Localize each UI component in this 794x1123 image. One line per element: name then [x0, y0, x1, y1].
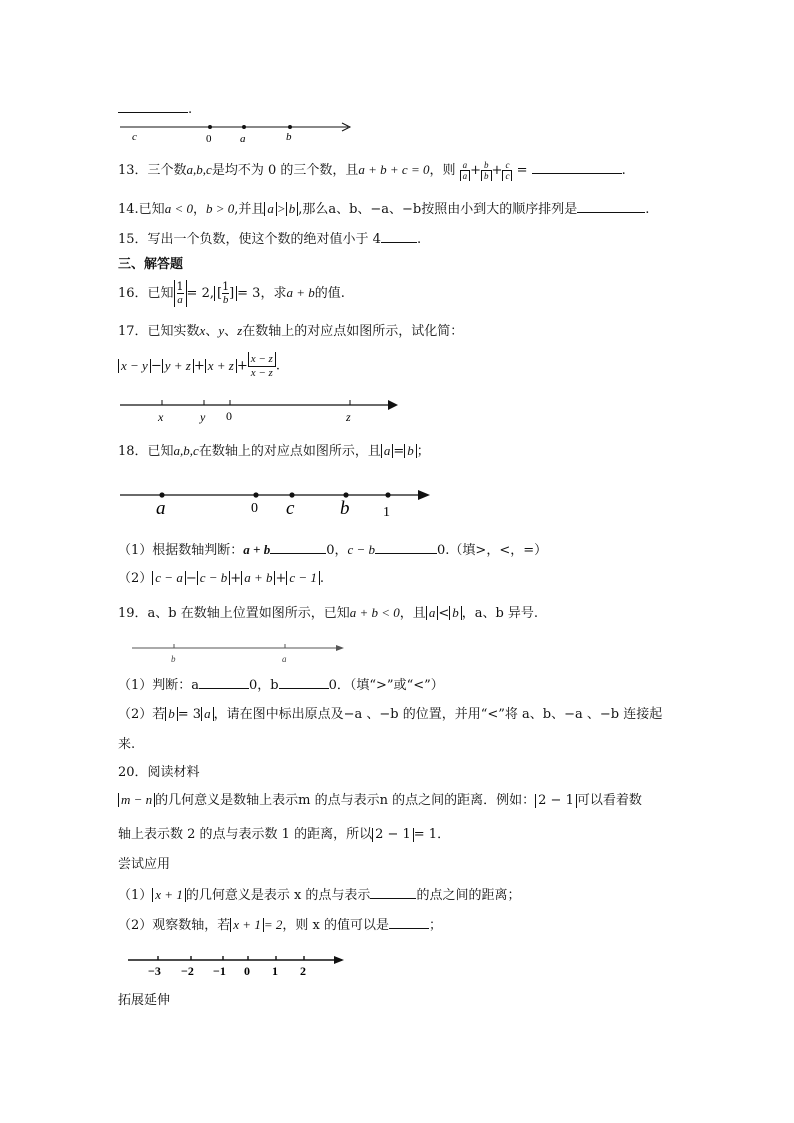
- question-16: 16．已知 $\frac{1}{a}$ = 2, [ $\frac{1}{b}$ ] = 3，求a + b的值.: [118, 280, 345, 306]
- label-0: 0: [206, 133, 212, 145]
- label-a: a: [282, 654, 287, 664]
- number-line-19: [130, 642, 360, 666]
- label-0: 0: [226, 409, 232, 423]
- label-a: a: [240, 133, 246, 145]
- label-c: c: [132, 131, 137, 143]
- label-0: 0: [244, 964, 250, 978]
- question-15: 15．写出一个负数，使这个数的绝对值小于 4 .: [118, 232, 422, 247]
- q19-part1: （1）判断：a 0，b 0．（填“>”或“<”）: [118, 678, 444, 693]
- answer-blank[interactable]: [118, 100, 188, 113]
- answer-blank[interactable]: [199, 676, 249, 689]
- answer-blank[interactable]: [532, 161, 622, 174]
- q20-line1: m − n 的几何意义是数轴上表示m 的点与表示n 的点之间的距离．例如： 2 − 1 可以看着数: [118, 792, 642, 810]
- number-line-17: [118, 396, 408, 426]
- label-1: 1: [272, 964, 278, 978]
- question-13: 13．三个数a,b,c是均不为 0 的三个数，且a + b + c = 0，则 $\frac{a}{a}$ + $\frac{b}{b}$ + $\frac{c}{c}$ = .: [118, 160, 626, 181]
- frac-b: $\frac{b}{b}$: [481, 160, 492, 181]
- label-x: x: [158, 410, 164, 424]
- answer-blank[interactable]: [389, 916, 429, 929]
- label-0: 0: [251, 501, 258, 516]
- label-neg3: −3: [148, 964, 161, 978]
- label-a: a: [156, 498, 166, 519]
- q12-line: [118, 100, 192, 119]
- answer-blank[interactable]: [375, 541, 437, 554]
- number-line-20: [126, 950, 356, 978]
- number-line-18: [118, 484, 438, 520]
- label-b: b: [171, 654, 176, 664]
- q20-extend: 拓展延伸: [118, 993, 171, 1008]
- q18-part1: （1）根据数轴判断：a + b 0，c − b 0.（填>，<，=）: [118, 542, 548, 558]
- question-20-title: 20．阅读材料: [118, 765, 200, 780]
- q17-expression: x − y − y + z + x + z + $\frac{x - z}{x - z}$ .: [118, 352, 280, 380]
- label-y: y: [200, 410, 206, 424]
- question-19: 19．a、b 在数轴上位置如图所示，已知a + b < 0，且 a < b ，a、b 异号.: [118, 605, 539, 621]
- q19-part2: （2）若 b = 3 a ，请在图中标出原点及−a 、−b 的位置，并用“<”将 a、b、−a 、−b 连接起: [118, 706, 663, 722]
- frac-a: $\frac{a}{a}$: [460, 160, 471, 181]
- label-b: b: [340, 498, 350, 519]
- label-neg1: −1: [213, 964, 226, 978]
- question-17: 17．已知实数x、y、z在数轴上的对应点如图所示，试化简：: [118, 323, 464, 339]
- label-z: z: [346, 410, 351, 424]
- label-c: c: [286, 498, 295, 519]
- q20-part1: （1） x + 1 的几何意义是表示 x 的点与表示 的点之间的距离；: [118, 887, 521, 903]
- answer-blank[interactable]: [381, 230, 417, 243]
- q20-part2: （2）观察数轴，若 x + 1 = 2，则 x 的值可以是 ；: [118, 917, 442, 933]
- q12-tail: .: [188, 102, 193, 117]
- q20-apply: 尝试应用: [118, 857, 171, 872]
- frac-c: $\frac{c}{c}$: [502, 160, 512, 181]
- q19-part2-cont: 来.: [118, 737, 136, 752]
- answer-blank[interactable]: [270, 541, 326, 554]
- number-line-top: [118, 118, 358, 148]
- q18-part2: （2） c − a − c − b + a + b + c − 1 .: [118, 570, 325, 586]
- question-18: 18．已知a,b,c在数轴上的对应点如图所示，且 a = b ；: [118, 443, 430, 459]
- label-neg2: −2: [181, 964, 194, 978]
- label-2: 2: [300, 964, 306, 978]
- answer-blank[interactable]: [370, 886, 416, 899]
- label-b: b: [286, 131, 292, 143]
- question-14: 14.已知a < 0，b > 0,并且 a > b ,那么a、b、−a、−b按照由小到大的顺序排列是 .: [118, 201, 650, 217]
- label-1: 1: [383, 505, 390, 520]
- q20-line2: 轴上表示数 2 的点与表示数 1 的距离，所以 2 − 1 = 1．: [118, 827, 451, 842]
- answer-blank[interactable]: [279, 676, 329, 689]
- answer-blank[interactable]: [577, 200, 645, 213]
- section-heading: 三、解答题: [118, 257, 184, 272]
